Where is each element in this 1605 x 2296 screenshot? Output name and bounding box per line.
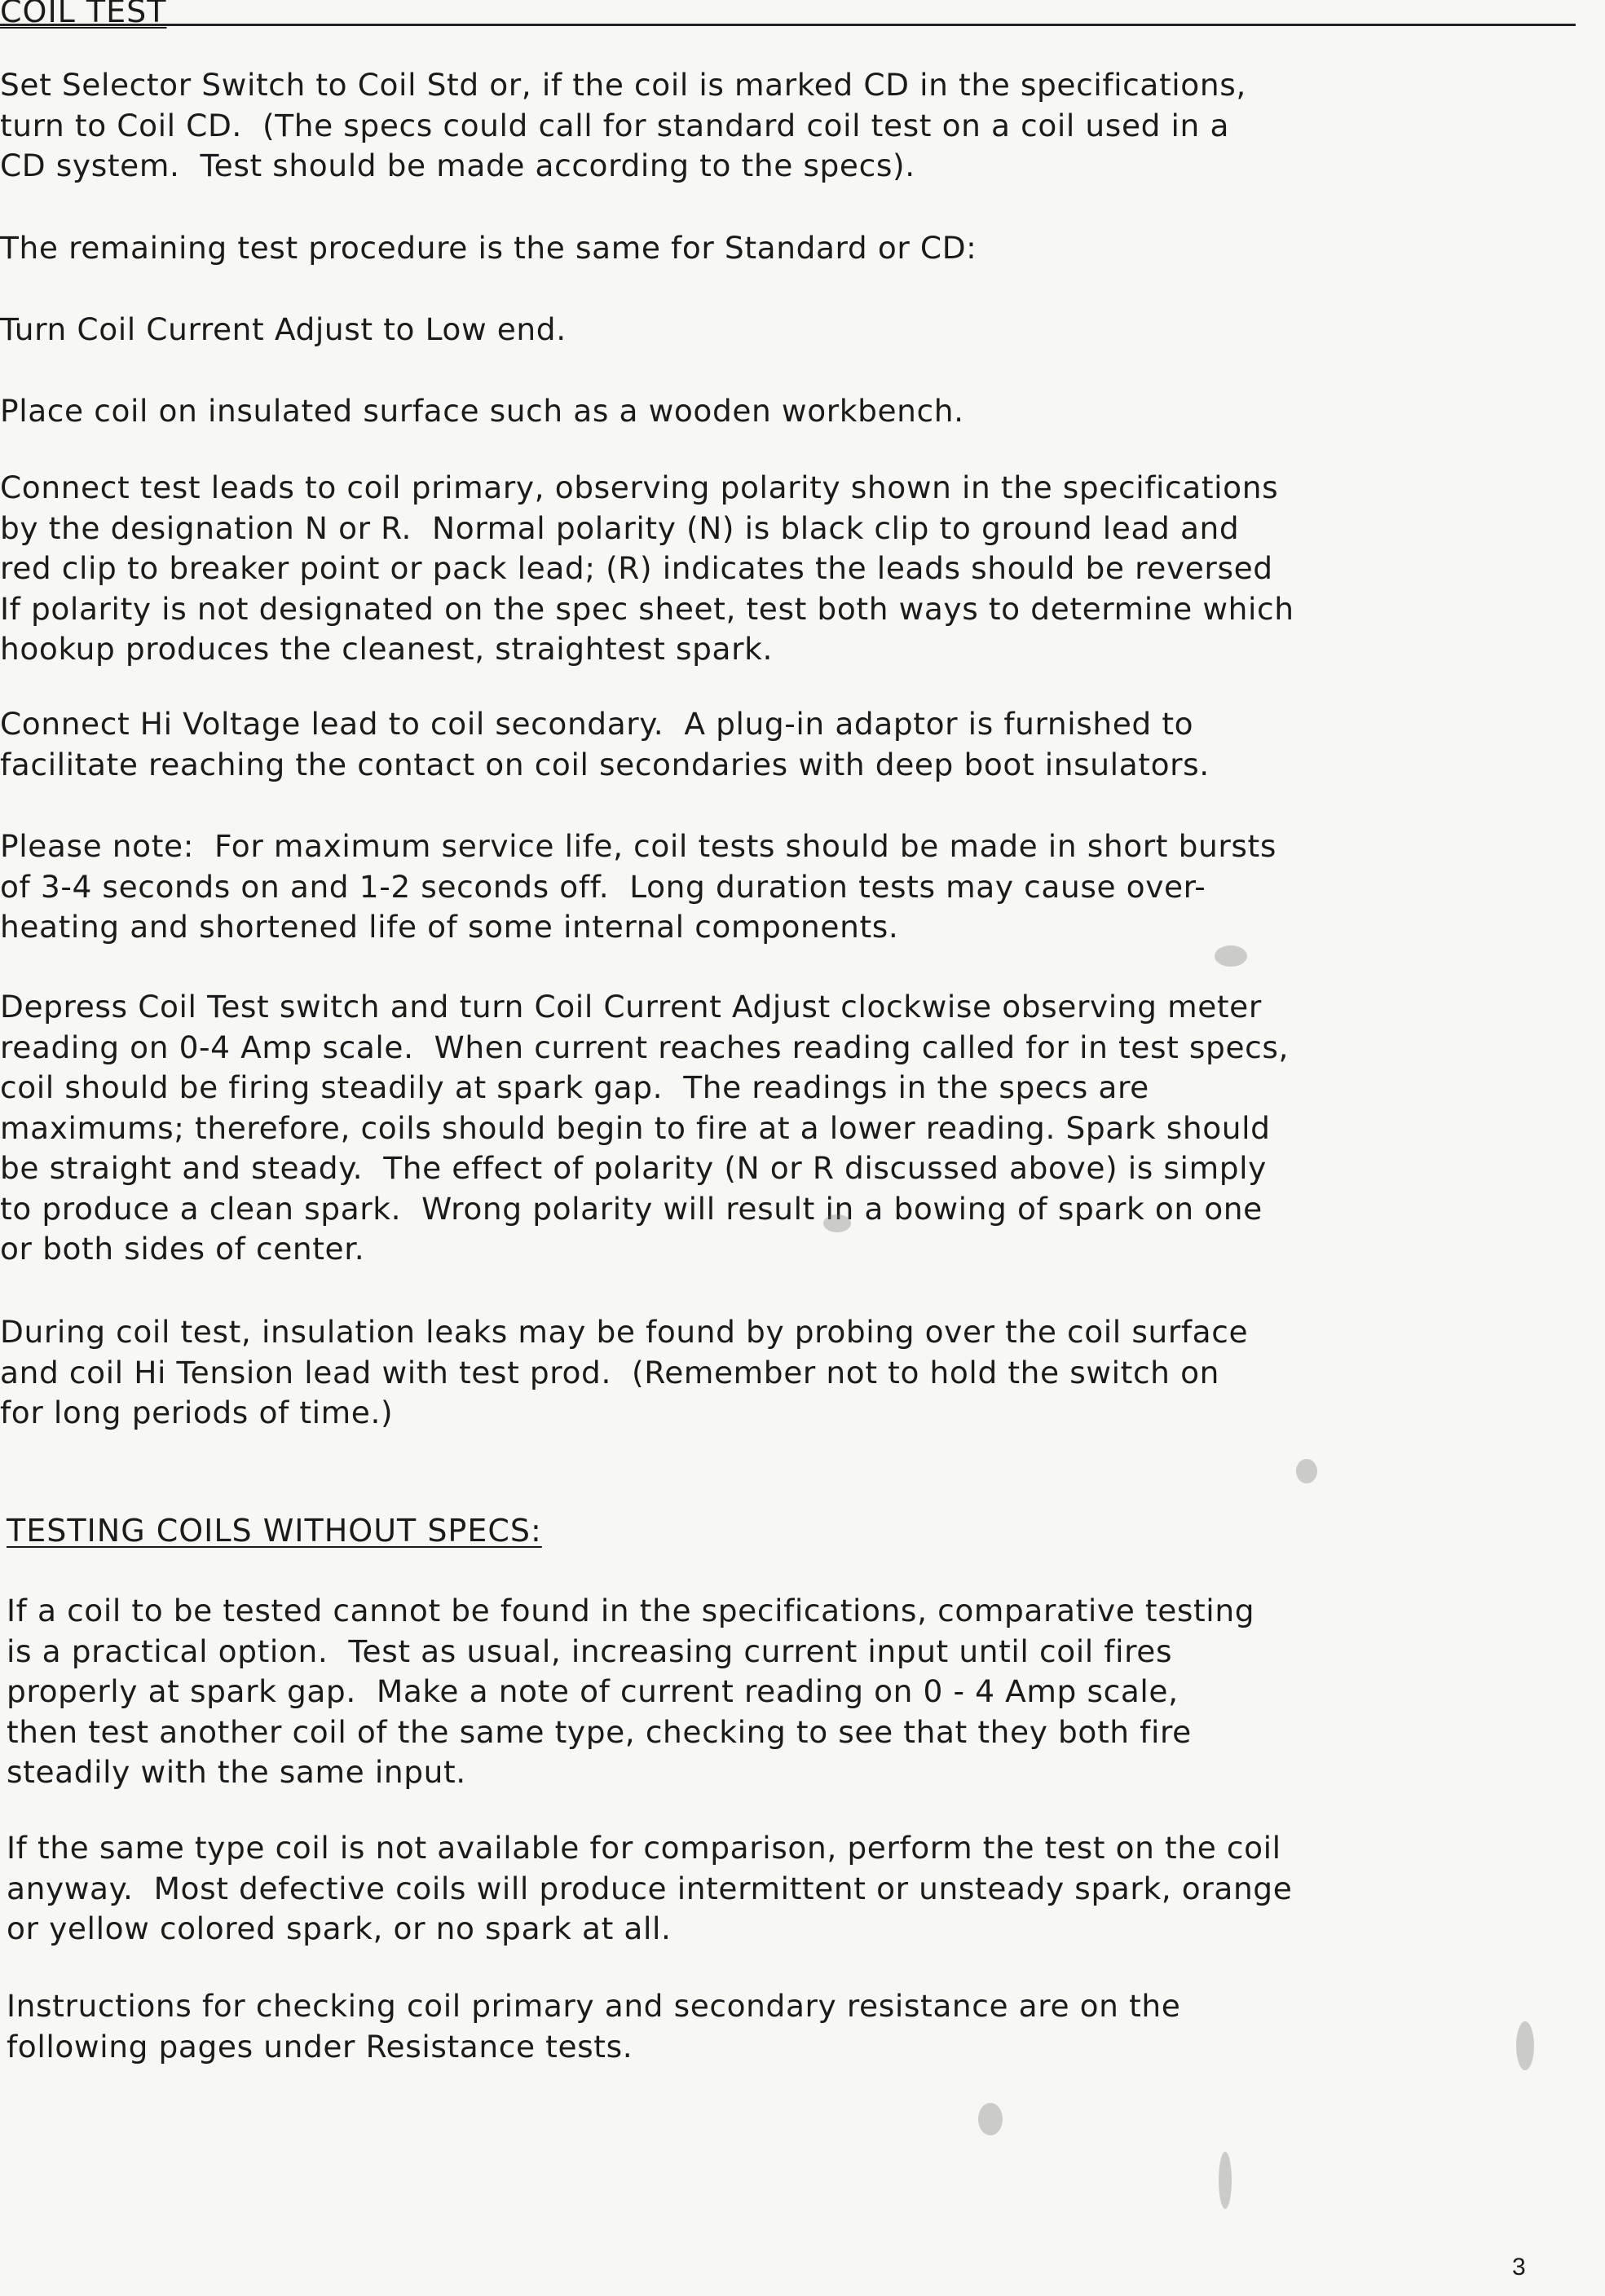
text-line: be straight and steady. The effect of polarity (N or R discussed above) is simply [0, 1150, 1267, 1186]
scan-speck [978, 2103, 1003, 2135]
text-line: facilitate reaching the contact on coil secondaries with deep boot insulators. [0, 746, 1210, 782]
heading-rule [0, 24, 1576, 26]
text-line: hookup produces the cleanest, straightest spark. [0, 631, 773, 667]
text-line: and coil Hi Tension lead with test prod. (Remember not to hold the switch on [0, 1354, 1219, 1390]
text-line: or yellow colored spark, or no spark at all. [7, 1910, 672, 1946]
text-line: or both sides of center. [0, 1231, 365, 1267]
text-line: During coil test, insulation leaks may be found by probing over the coil surface [0, 1314, 1249, 1350]
text-line: for long periods of time.) [0, 1395, 394, 1430]
paragraph-hi-voltage [0, 704, 1605, 785]
text-line: Instructions for checking coil primary and secondary resistance are on the [7, 1988, 1181, 2024]
scan-speck [1219, 2152, 1232, 2209]
text-line: steadily with the same input. [7, 1754, 466, 1790]
text-line: properly at spark gap. Make a note of current reading on 0 - 4 Amp scale, [7, 1673, 1179, 1709]
paragraph-comparative-testing [7, 1591, 1605, 1793]
scan-speck [1516, 2021, 1534, 2070]
paragraph-depress-switch [0, 987, 1605, 1270]
text-line: Place coil on insulated surface such as a wooden workbench. [0, 393, 964, 429]
scan-speck [1215, 945, 1247, 967]
paragraph-turn-adjust [0, 310, 1605, 350]
text-line: red clip to breaker point or pack lead; (R) indicates the leads should be reversed [0, 550, 1273, 586]
text-line: If polarity is not designated on the spec sheet, test both ways to determine which [0, 590, 1294, 627]
text-line: Connect test leads to coil primary, observing polarity shown in the specifications [0, 469, 1279, 505]
text-line: is a practical option. Test as usual, increasing current input until coil fires [7, 1633, 1173, 1669]
text-line: Turn Coil Current Adjust to Low end. [0, 311, 567, 347]
scan-speck [1296, 1459, 1317, 1483]
text-line: Depress Coil Test switch and turn Coil Current Adjust clockwise observing meter [0, 989, 1262, 1025]
scan-speck [823, 1214, 851, 1232]
paragraph-connect-leads [0, 468, 1605, 670]
paragraph-same-type-unavailable [7, 1828, 1605, 1950]
text-line: of 3-4 seconds on and 1-2 seconds off. Long duration tests may cause over- [0, 868, 1206, 905]
paragraph-insulation-leaks [0, 1312, 1605, 1434]
text-line: turn to Coil CD. (The specs could call for standard coil test on a coil used in a [0, 107, 1230, 143]
text-line: If the same type coil is not available for comparison, perform the test on the coil [7, 1830, 1281, 1866]
text-line: anyway. Most defective coils will produce intermittent or unsteady spark, orange [7, 1870, 1293, 1906]
paragraph-resistance-instructions [7, 1986, 1605, 2067]
text-line: maximums; therefore, coils should begin to fire at a lower reading. Spark should [0, 1109, 1271, 1146]
section-heading-coil-test: COIL TEST [0, 0, 167, 29]
text-line: Set Selector Switch to Coil Std or, if the coil is marked CD in the specifications, [0, 67, 1246, 103]
text-line: by the designation N or R. Normal polarity (N) is black clip to ground lead and [0, 509, 1240, 546]
text-line: If a coil to be tested cannot be found in the specifications, comparative testing [7, 1593, 1255, 1628]
text-line: then test another coil of the same type, checking to see that they both fire [7, 1713, 1192, 1750]
text-line: heating and shortened life of some internal components. [0, 909, 899, 945]
paragraph-selector-switch [0, 65, 1605, 187]
paragraph-remaining-procedure [0, 228, 1605, 269]
page-number: 3 [1512, 2254, 1526, 2281]
paragraph-please-note [0, 826, 1605, 948]
text-line: to produce a clean spark. Wrong polarity will result in a bowing of spark on one [0, 1190, 1263, 1227]
text-line: CD system. Test should be made according to the specs). [0, 148, 915, 183]
text-line: reading on 0-4 Amp scale. When current reaches reading called for in test specs, [0, 1029, 1290, 1065]
text-line: The remaining test procedure is the same for Standard or CD: [0, 230, 977, 266]
paragraph-place-coil [0, 391, 1605, 432]
text-line: Connect Hi Voltage lead to coil secondary. A plug-in adaptor is furnished to [0, 706, 1194, 742]
section-heading-testing-without-specs: TESTING COILS WITHOUT SPECS: [7, 1513, 542, 1549]
text-line: coil should be firing steadily at spark gap. The readings in the specs are [0, 1069, 1149, 1105]
text-line: Please note: For maximum service life, coil tests should be made in short bursts [0, 828, 1277, 864]
text-line: following pages under Resistance tests. [7, 2028, 633, 2065]
